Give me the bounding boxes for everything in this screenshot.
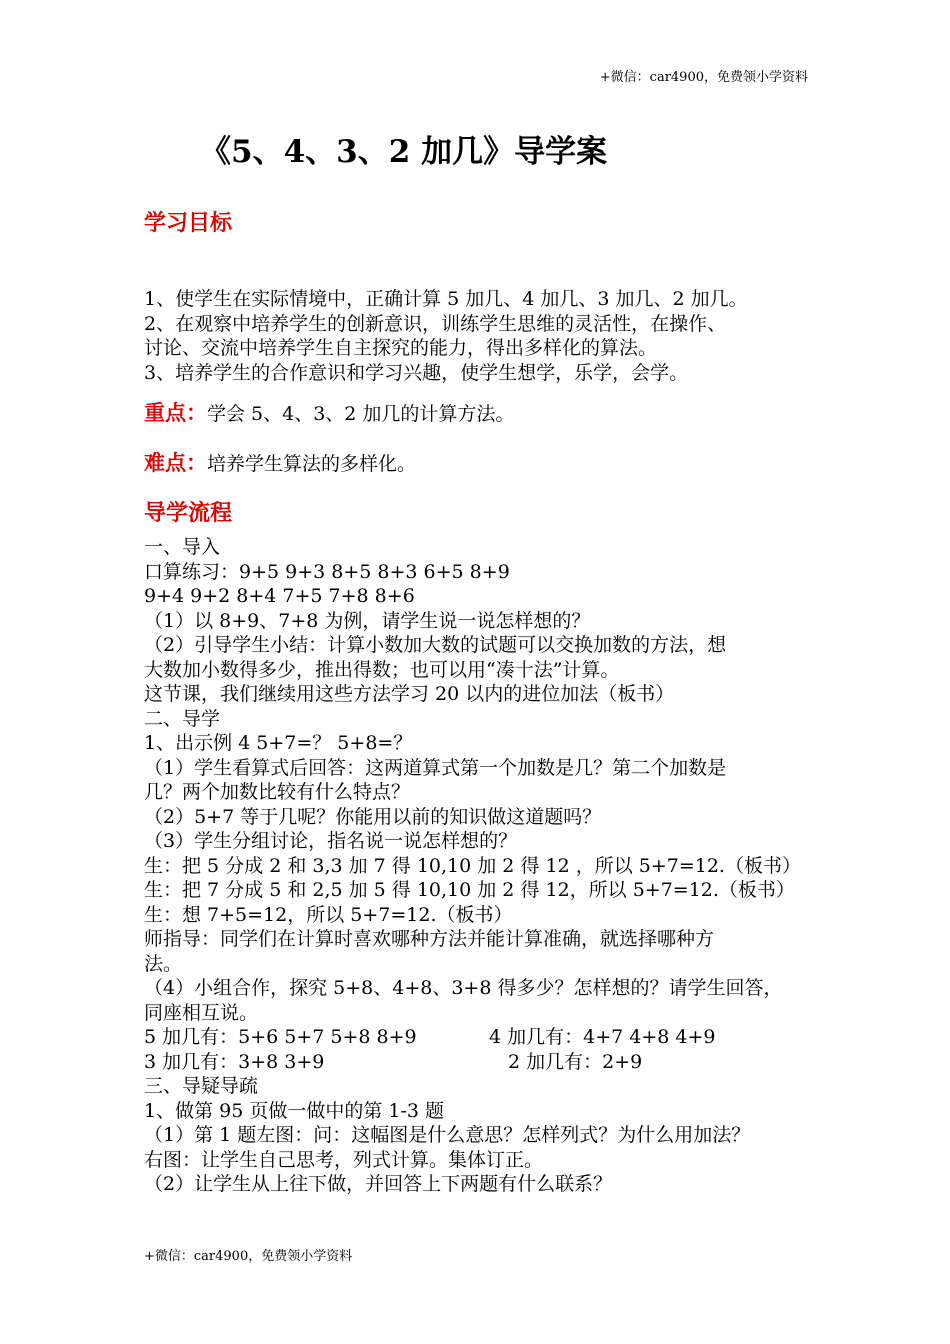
process-line: 二、导学: [144, 707, 221, 730]
process-line: 师指导：同学们在计算时喜欢哪种方法并能计算准确，就选择哪种方: [144, 928, 715, 950]
sum-list-row: [144, 1050, 844, 1075]
header-note: +微信：car4900，免费领小学资料: [599, 70, 808, 85]
process-line: （2）引导学生小结：计算小数加大数的试题可以交换加数的方法，想: [144, 634, 727, 656]
process-line: （1）以 8+9、7+8 为例，请学生说一说怎样想的？: [144, 609, 591, 632]
footer-note: +微信：car4900，免费领小学资料: [144, 1249, 353, 1264]
process-line: 生：把 7 分成 5 和 2,5 加 5 得 10,10 加 2 得 12，所以 5+7=12.（板书）: [144, 879, 795, 901]
sum-list-left: 5 加几有：5+6 5+7 5+8 8+9: [144, 1026, 417, 1048]
sum-list-row: [144, 1025, 844, 1050]
process-line: 法。: [144, 952, 183, 975]
process-line: 1、出示例 4 5+7=？ 5+8=？: [144, 732, 413, 754]
process-line: 一、导入: [144, 536, 221, 558]
sum-list-right: 4 加几有：4+7 4+8 4+9: [489, 1026, 716, 1048]
process-line: （1）学生看算式后回答：这两道算式第一个加数是几？第二个加数是: [144, 756, 727, 779]
difficulty-text: 培养学生算法的多样化。: [207, 453, 417, 475]
process-line: 口算练习：9+5 9+3 8+5 8+3 6+5 8+9: [144, 560, 510, 583]
goals-list: [144, 287, 844, 385]
process-heading: 导学流程: [144, 501, 233, 526]
goal-line: 3、培养学生的合作意识和学习兴趣，使学生想学，乐学，会学。: [144, 361, 689, 384]
process-line: 大数加小数得多少，推出得数；也可以用“凑十法”计算。: [144, 658, 620, 681]
goals-heading: 学习目标: [144, 211, 233, 236]
process-body: [144, 535, 844, 1197]
process-line: （1）第 1 题左图：问：这幅图是什么意思？怎样列式？为什么用加法？: [144, 1124, 751, 1146]
process-line: 生：想 7+5=12，所以 5+7=12.（板书）: [144, 903, 513, 926]
process-line: （3）学生分组讨论，指名说一说怎样想的？: [144, 830, 518, 852]
goal-line: 1、使学生在实际情境中，正确计算 5 加几、4 加几、3 加几、2 加几。: [144, 288, 748, 310]
process-line: （2）5+7 等于几呢？你能用以前的知识做这道题吗？: [144, 805, 602, 828]
goal-line: 2、在观察中培养学生的创新意识，训练学生思维的灵活性，在操作、: [144, 312, 727, 335]
process-line: 同座相互说。: [144, 1001, 259, 1024]
process-line: 右图：让学生自己思考，列式计算。集体订正。: [144, 1148, 544, 1171]
goal-line: 讨论、交流中培养学生自主探究的能力，得出多样化的算法。: [144, 337, 658, 359]
process-line: 9+4 9+2 8+4 7+5 7+8 8+6: [144, 585, 415, 607]
sum-list-right: 2 加几有：2+9: [508, 1050, 643, 1073]
process-line: 这节课，我们继续用这些方法学习 20 以内的进位加法（板书）: [144, 683, 675, 705]
process-line: （4）小组合作，探究 5+8、4+8、3+8 得多少？怎样想的？请学生回答，: [144, 977, 783, 999]
key-point-text: 学会 5、4、3、2 加几的计算方法。: [207, 403, 515, 425]
process-line: 三、导疑导疏: [144, 1075, 259, 1097]
page-title: 《5、4、3、2 加几》导学案: [200, 134, 608, 170]
key-point-label: 重点：: [144, 401, 207, 425]
difficulty-label: 难点：: [144, 451, 207, 475]
process-line: 1、做第 95 页做一做中的第 1-3 题: [144, 1099, 445, 1122]
process-line: 生：把 5 分成 2 和 3,3 加 7 得 10,10 加 2 得 12 ，所以 5+7=12.（板书）: [144, 854, 801, 877]
difficulty: [144, 447, 416, 477]
key-point: [144, 397, 514, 427]
sum-list-left: 3 加几有：3+8 3+9: [144, 1050, 325, 1073]
process-line: （2）让学生从上往下做，并回答上下两题有什么联系？: [144, 1173, 613, 1195]
process-line: 几？两个加数比较有什么特点？: [144, 781, 411, 803]
